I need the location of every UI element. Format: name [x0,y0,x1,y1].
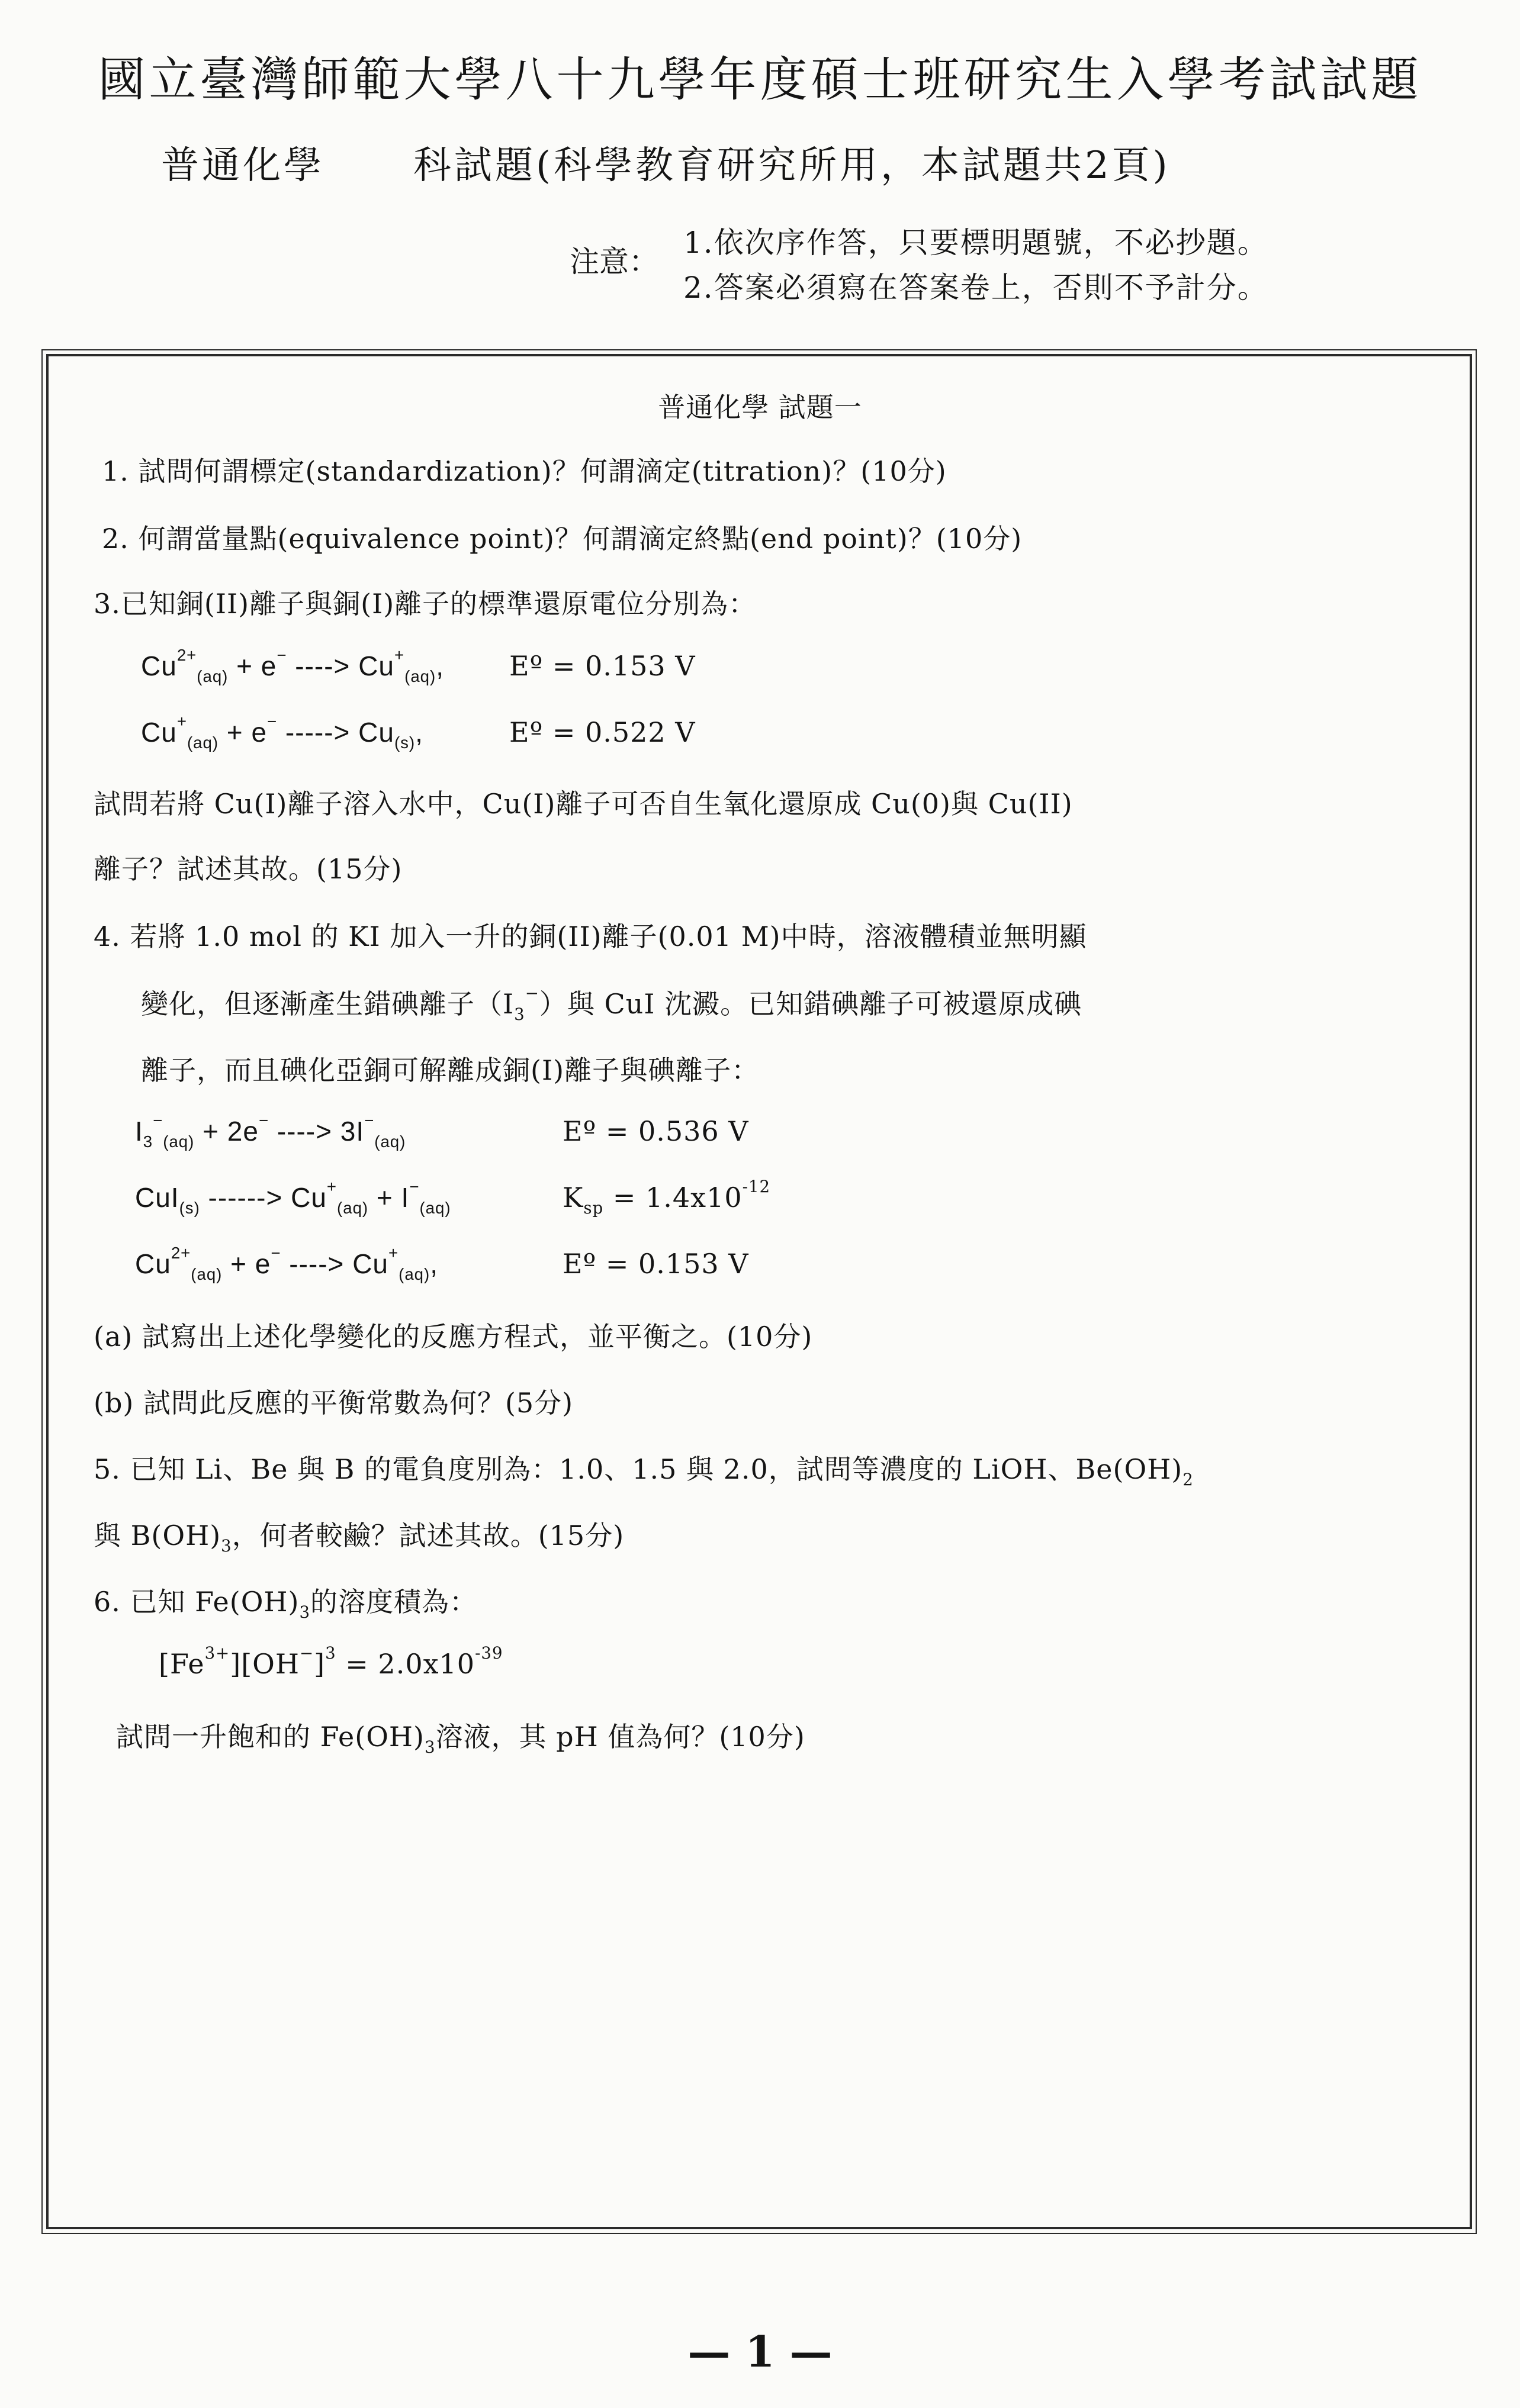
notice-item: 1.依次序作答，只要標明題號，不必抄題。 [683,226,1268,260]
subtitle-text: 科試題(科學教育研究所用，本試題共2頁) [413,144,1171,188]
question-2: 2. 何謂當量點(equivalence point)？何謂滴定終點(end point)？(10分) [102,523,1023,555]
question-4-text: 離子，而且碘化亞銅可解離成銅(I)離子與碘離子： [141,1054,760,1086]
equation-q6: $[Fe^{3+}][OH^-]^3 = 2.0x10^{-39}$ [159,1643,503,1680]
question-4a: (a) 試寫出上述化學變化的反應方程式，並平衡之。(10分) [94,1321,813,1353]
section-title: 普通化學 試題一 [658,391,862,423]
exam-header-title: 國立臺灣師範大學八十九學年度碩士班研究生入學考試試題 [98,52,1422,107]
question-6-text: 試問一升飽和的 $Fe(OH)_3$溶液，其 pH 值為何？(10分) [116,1721,805,1757]
question-4b: (b) 試問此反應的平衡常數為何？(5分) [94,1387,574,1419]
question-4-text: 變化，但逐漸產生錯碘離子$(I_3^-)$與 CuI 沈澱。已知錯碘離子可被還原成碘 [141,983,1082,1025]
equation-q4-3: $Cu^{2+}_{(aq)} + e^-$ ----> $Cu^+_{(aq)}$, [135,1244,438,1284]
exam-subtitle [161,135,1171,189]
equation-q4-3-potential: Eº = 0.153 V [563,1248,749,1280]
notice-label: 注意： [570,244,658,279]
exam-frame [46,354,1472,2229]
question-1: 1. 試問何謂標定(standardization)？何謂滴定(titration)？(10分) [102,455,947,487]
equation-q3-1: $Cu^{2+}_{(aq)} + e^-$ ----> $Cu^+_{(aq)}$, [141,646,444,686]
notice-item: 2.答案必須寫在答案卷上，否則不予計分。 [683,271,1268,305]
equation-q4-1-potential: Eº = 0.536 V [563,1115,749,1147]
question-5-text: 與 $B(OH)_3$，何者較鹼？試述其故。(15分) [94,1520,625,1556]
equation-q4-2-ksp: $K_{sp} = 1.4x10^{-12}$ [563,1177,771,1218]
question-3-text: 試問若將 Cu(I)離子溶入水中，Cu(I)離子可否自生氧化還原成 Cu(0)與 Cu(II) [94,788,1073,820]
page-number: — 1 — [687,2326,833,2377]
equation-q3-2-potential: Eº = 0.522 V [509,716,696,748]
question-6-intro: 6. 已知 $Fe(OH)_3$的溶度積為： [94,1586,478,1622]
question-4-text: 4. 若將 1.0 mol 的 KI 加入一升的銅(II)離子(0.01 M)中時，溶液體積並無明顯 [94,920,1087,952]
question-5-text: 5. 已知 Li、Be 與 B 的電負度別為：1.0、1.5 與 2.0，試問等濃度的 LiOH、$Be(OH)_2$ [94,1453,1194,1490]
equation-q3-1-potential: Eº = 0.153 V [509,650,696,682]
question-3-intro: 3.已知銅(II)離子與銅(I)離子的標準還原電位分別為： [94,588,757,620]
equation-q4-1: $I_3^-_{(aq)} + 2e^-$ ----> $3I^-_{(aq)}$ [135,1111,406,1151]
equation-q3-2: $Cu^+_{(aq)} + e^-$ -----> $Cu_{(s)}$, [141,712,423,752]
equation-q4-2: CuI$_{(s)}$ ------> $Cu^+_{(aq)} + I^-_{(aq)}$ [135,1177,451,1218]
subject-name: 普通化學 [161,144,324,188]
question-3-text: 離子？試述其故。(15分) [94,853,403,885]
